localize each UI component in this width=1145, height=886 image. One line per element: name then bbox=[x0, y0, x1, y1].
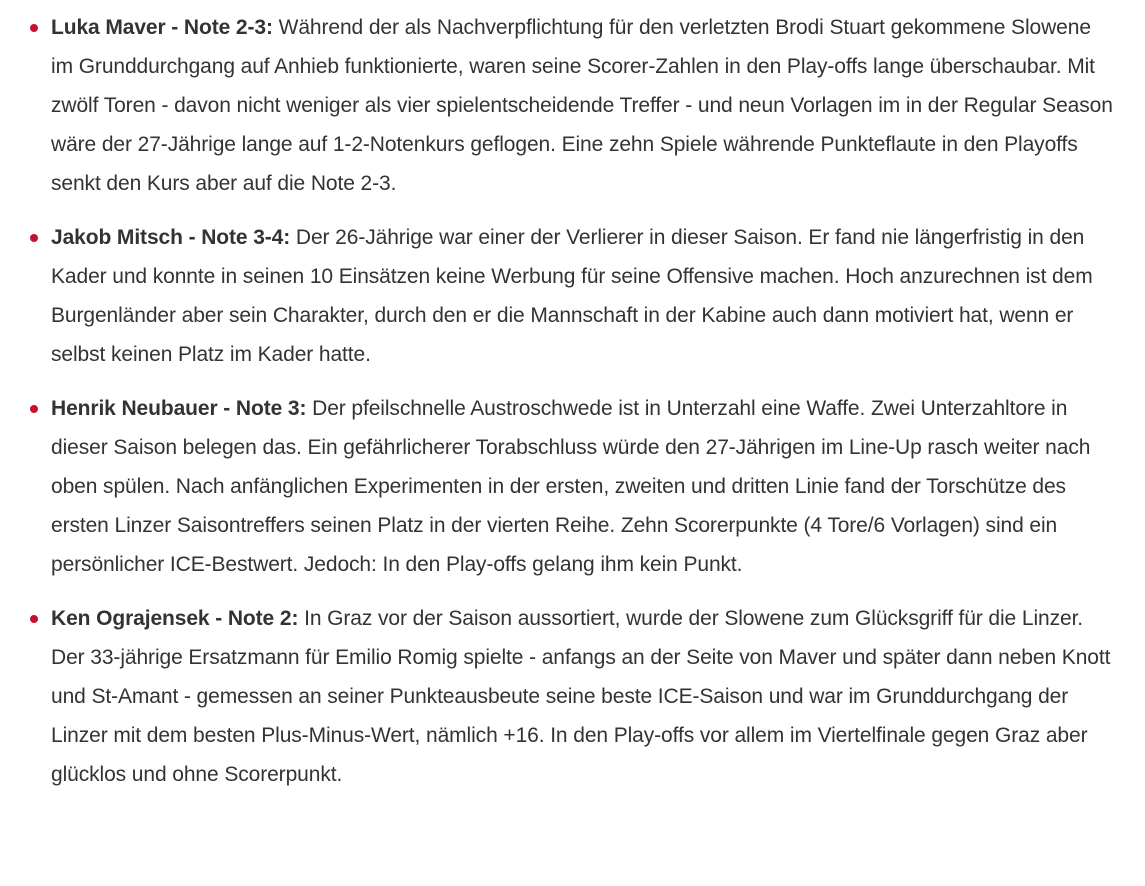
item-text: Der 26-Jährige war einer der Verlierer in dieser Saison. Er fand nie längerfristig in den Kader und konnte in seinen 10 Einsätzen keine Werbung für seine Offensive machen. Hoch anzurechnen ist dem Burgenländer aber sein Charakter, durch den er die Mannschaft in der Kabine auch dann motiviert hat, wenn er selbst keinen Platz im Kader hatte. bbox=[51, 226, 1093, 366]
item-heading: Jakob Mitsch - Note 3-4: bbox=[51, 226, 291, 249]
item-text: Der pfeilschnelle Austroschwede ist in Unterzahl eine Waffe. Zwei Unterzahltore in dieser Saison belegen das. Ein gefährlicherer Torabschluss würde den 27-Jährigen im Line-Up rasch weiter nach oben spülen. Nach anfänglichen Experimenten in der ersten, zweiten und dritten Linie fand der Torschütze des ersten Linzer Saisontreffers seinen Platz in der vierten Reihe. Zehn Scorerpunkte (4 Tore/6 Vorlagen) sind ein persönlicher ICE-Bestwert. Jedoch: In den Play-offs gelang ihm kein Punkt. bbox=[51, 397, 1091, 576]
list-item bbox=[51, 218, 1115, 374]
item-heading: Henrik Neubauer - Note 3: bbox=[51, 397, 307, 420]
item-heading: Ken Ograjensek - Note 2: bbox=[51, 607, 299, 630]
bullet-icon bbox=[30, 615, 38, 623]
list-item bbox=[51, 8, 1115, 203]
bullet-icon bbox=[30, 234, 38, 242]
item-heading: Luka Maver - Note 2-3: bbox=[51, 16, 273, 39]
list-item bbox=[51, 389, 1115, 584]
item-text: In Graz vor der Saison aussortiert, wurde der Slowene zum Glücksgriff für die Linzer. Der 33-jährige Ersatzmann für Emilio Romig spielte - anfangs an der Seite von Maver und später dann neben Knott und St-Amant - gemessen an seiner Punkteausbeute seine beste ICE-Saison und war im Grunddurchgang der Linzer mit dem besten Plus-Minus-Wert, nämlich +16. In den Play-offs vor allem im Viertelfinale gegen Graz aber glücklos und ohne Scorerpunkt. bbox=[51, 607, 1111, 786]
item-text: Während der als Nachverpflichtung für den verletzten Brodi Stuart gekommene Slowene im Grunddurchgang auf Anhieb funktionierte, waren seine Scorer-Zahlen in den Play-offs lange überschaubar. Mit zwölf Toren - davon nicht weniger als vier spielentscheidende Treffer - und neun Vorlagen im in der Regular Season wäre der 27-Jährige lange auf 1-2-Notenkurs geflogen. Eine zehn Spiele währende Punkteflaute in den Playoffs senkt den Kurs aber auf die Note 2-3. bbox=[51, 16, 1113, 195]
bullet-icon bbox=[30, 24, 38, 32]
bullet-icon bbox=[30, 405, 38, 413]
list-item bbox=[51, 599, 1115, 794]
